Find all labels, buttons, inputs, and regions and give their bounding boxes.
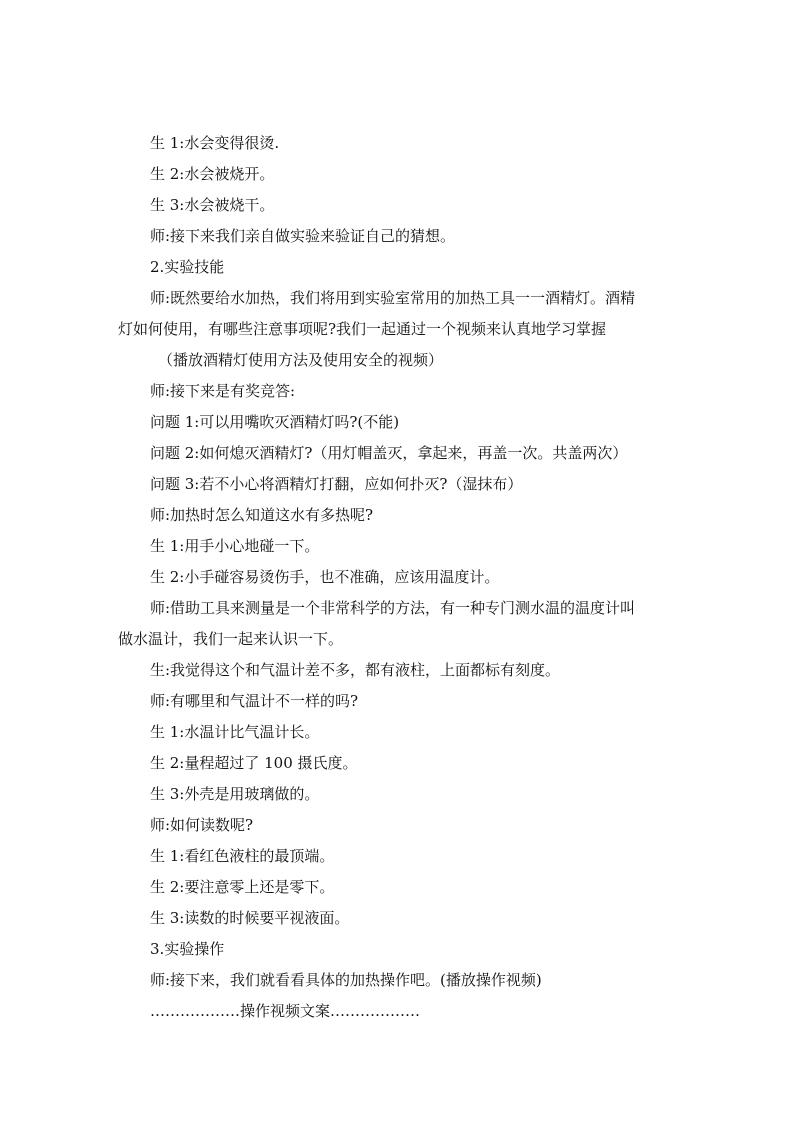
text-line: 生 1:看红色液柱的最顶端。 (150, 847, 335, 865)
text-line: 师:借助工具来测量是一个非常科学的方法，有一种专门测水温的温度计叫 (150, 599, 636, 617)
text-line: 问题 1:可以用嘴吹灭酒精灯吗?(不能) (150, 413, 400, 431)
text-line: 生 2:量程超过了 100 摄氏度。 (150, 754, 358, 772)
text-line: 生 3:读数的时候要平视液面。 (150, 909, 350, 927)
text-line: 师:有哪里和气温计不一样的吗? (150, 692, 359, 710)
text-line: 生 3:外壳是用玻璃做的。 (150, 785, 320, 803)
text-line: 师:接下来是有奖竞答: (150, 382, 296, 400)
text-line: 生 3:水会被烧干。 (150, 196, 275, 214)
text-line: 生 1:水会变得很烫. (150, 134, 280, 152)
text-line: 师:接下来我们亲自做实验来验证自己的猜想。 (150, 227, 456, 245)
text-line: 生 1:用手小心地碰一下。 (150, 537, 320, 555)
text-line: 师:如何读数呢? (150, 816, 254, 834)
text-line: 师:接下来，我们就看看具体的加热操作吧。(播放操作视频) (150, 971, 542, 989)
text-line: 生 2:小手碰容易烫伤手，也不准确，应该用温度计。 (150, 568, 500, 586)
text-line: 师:加热时怎么知道这水有多热呢? (150, 506, 374, 524)
text-line: （播放酒精灯使用方法及使用安全的视频） (158, 351, 444, 369)
section-heading: 2.实验技能 (150, 258, 225, 276)
text-line: 做水温计，我们一起来认识一下。 (118, 630, 344, 648)
text-line: 问题 2:如何熄灭酒精灯?（用灯帽盖灭，拿起来，再盖一次。共盖两次） (150, 444, 628, 462)
text-line: 生 1:水温计比气温计长。 (150, 723, 320, 741)
text-line: 生 2:水会被烧开。 (150, 165, 275, 183)
section-heading: 3.实验操作 (150, 940, 225, 958)
text-line: 灯如何使用，有哪些注意事项呢?我们一起通过一个视频来认真地学习掌握 (118, 320, 607, 338)
text-line: 师:既然要给水加热，我们将用到实验室常用的加热工具一一酒精灯。酒精 (150, 289, 636, 307)
text-line: ………………操作视频文案……………… (150, 1002, 421, 1020)
text-line: 问题 3:若不小心将酒精灯打翻，应如何扑灭?（湿抹布） (150, 475, 523, 493)
text-line: 生:我觉得这个和气温计差不多，都有液柱，上面都标有刻度。 (150, 661, 561, 679)
text-line: 生 2:要注意零上还是零下。 (150, 878, 335, 896)
